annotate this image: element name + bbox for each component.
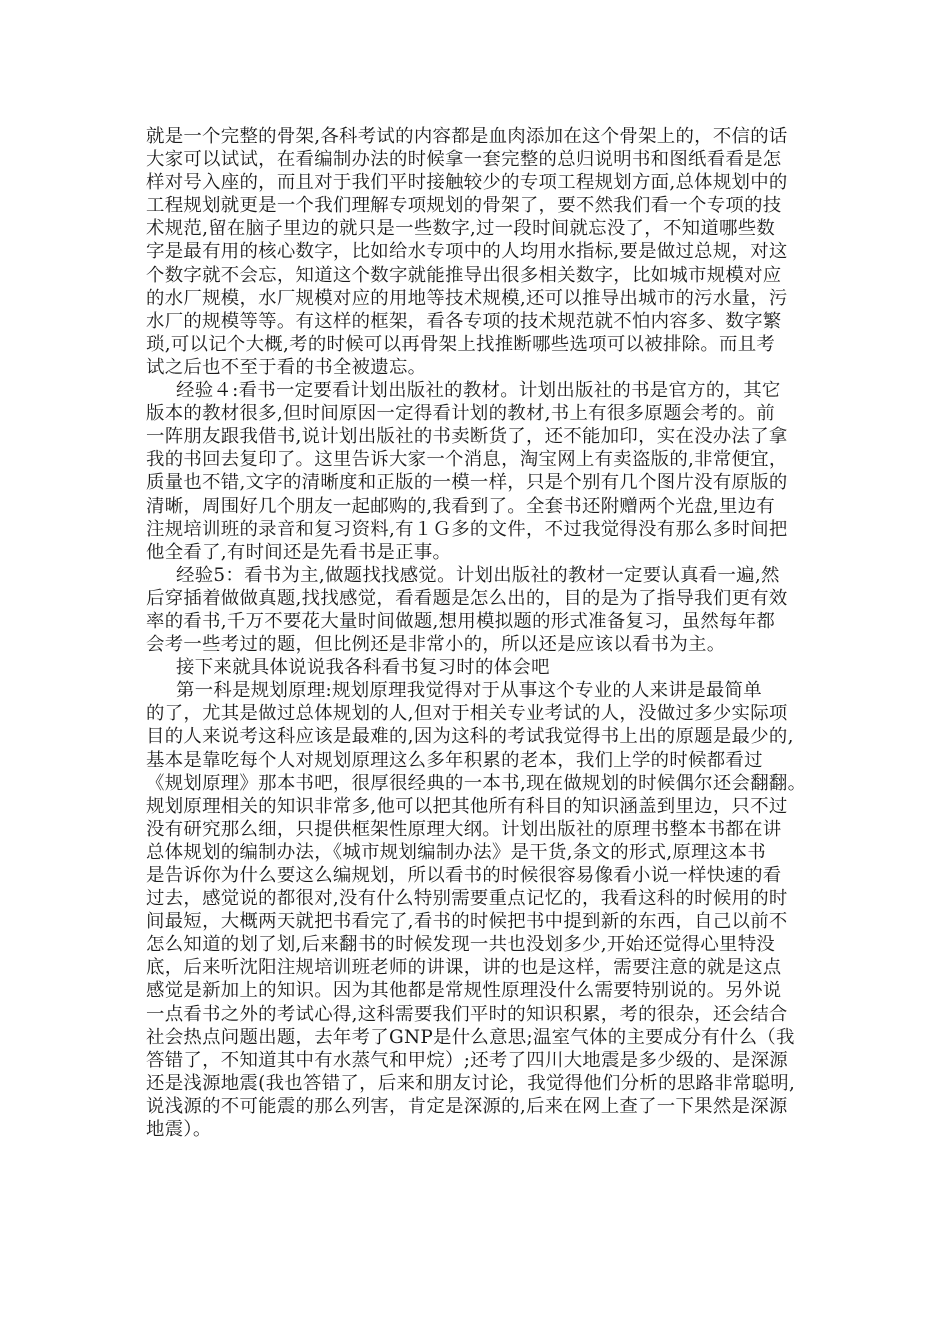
text-line: 答错了，不知道其中有水蒸气和甲烷）;还考了四川大地震是多少级的、是深源 bbox=[146, 1049, 788, 1071]
text-line: 琐,可以记个大概,考的时候可以再骨架上找推断哪些选项可以被排除。而且考 bbox=[146, 333, 776, 355]
text-line: 大家可以试试，在看编制办法的时候拿一套完整的总归说明书和图纸看看是怎 bbox=[146, 149, 782, 171]
text-line: 说浅源的不可能震的那么列害，肯定是深源的,后来在网上查了一下果然是深源 bbox=[146, 1095, 788, 1117]
text-line: 规划原理相关的知识非常多,他可以把其他所有科目的知识涵盖到里边，只不过 bbox=[146, 795, 788, 817]
text-line: 后穿插着做做真题,找找感觉，看看题是怎么出的，目的是为了指导我们更有效 bbox=[146, 587, 788, 609]
text-line: 没有研究那么细，只提供框架性原理大纲。计划出版社的原理书整本书都在讲 bbox=[146, 818, 782, 840]
text-line: 的了，尤其是做过总体规划的人,但对于相关专业考试的人，没做过多少实际项 bbox=[146, 703, 788, 725]
text-line: 我的书回去复印了。这里告诉大家一个消息，淘宝网上有卖盗版的,非常便宜， bbox=[146, 449, 788, 471]
text-line: 一阵朋友跟我借书,说计划出版社的书卖断货了，还不能加印，实在没办法了拿 bbox=[146, 426, 788, 448]
paragraph-start-line: 接下来就具体说说我各科看书复习时的体会吧 bbox=[176, 657, 550, 679]
text-line: 就是一个完整的骨架,各科考试的内容都是血肉添加在这个骨架上的，不信的话 bbox=[146, 126, 788, 147]
text-line: 注规培训班的录音和复习资料,有１Ｇ多的文件，不过我觉得没有那么多时间把 bbox=[146, 518, 788, 540]
text-line: 地震）。 bbox=[146, 1119, 212, 1141]
text-line: 的水厂规模，水厂规模对应的用地等技术规模,还可以推导出城市的污水量，污 bbox=[146, 287, 788, 309]
text-line: 过去，感觉说的都很对,没有什么特别需要重点记忆的，我看这科的时候用的时 bbox=[146, 888, 788, 910]
text-line: 怎么知道的划了划,后来翻书的时候发现一共也没划多少,开始还觉得心里特没 bbox=[146, 934, 776, 956]
paragraph-start-line: 第一科是规划原理:规划原理我觉得对于从事这个专业的人来讲是最简单 bbox=[176, 680, 762, 702]
text-line: 目的人来说考这科应该是最难的,因为这科的考试我觉得书上出的原题是最少的, bbox=[146, 726, 794, 748]
text-line: 会考一些考过的题，但比例还是非常小的，所以还是应该以看书为主。 bbox=[146, 634, 726, 656]
text-line: 基本是靠吃每个人对规划原理这么多年积累的老本，我们上学的时候都看过 bbox=[146, 749, 763, 771]
text-line: 试之后也不至于看的书全被遗忘。 bbox=[146, 356, 427, 378]
text-line: 水厂的规模等等。有这样的框架，看各专项的技术规范就不怕内容多、数字繁 bbox=[146, 310, 782, 332]
text-line: 他全看了,有时间还是先看书是正事。 bbox=[146, 541, 452, 563]
paragraph-start-line: 经验5：看书为主,做题找找感觉。计划出版社的教材一定要认真看一遍,然 bbox=[176, 564, 780, 586]
text-line: 个数字就不会忘，知道这个数字就能推导出很多相关数字，比如城市规模对应 bbox=[146, 264, 782, 286]
text-line: 间最短，大概两天就把书看完了,看书的时候把书中提到新的东西，自己以前不 bbox=[146, 911, 788, 933]
text-line: 质量也不错,文字的清晰度和正版的一模一样，只是个别有几个图片没有原版的 bbox=[146, 472, 788, 494]
text-line: 社会热点问题出题，去年考了GNP是什么意思;温室气体的主要成分有什么（我 bbox=[146, 1026, 795, 1048]
text-line: 工程规划就更是一个我们理解专项规划的骨架了，要不然我们看一个专项的技 bbox=[146, 195, 782, 217]
text-line: 感觉是新加上的知识。因为其他都是常规性原理没什么需要特别说的。另外说 bbox=[146, 980, 782, 1002]
text-line: 率的看书,千万不要花大量时间做题,想用模拟题的形式准备复习，虽然每年都 bbox=[146, 610, 776, 632]
text-line: 字是最有用的核心数字，比如给水专项中的人均用水指标,要是做过总规，对这 bbox=[146, 241, 788, 263]
text-line: 样对号入座的，而且对于我们平时接触较少的专项工程规划方面,总体规划中的 bbox=[146, 172, 788, 194]
text-line: 术规范,留在脑子里边的就只是一些数字,过一段时间就忘没了，不知道哪些数 bbox=[146, 218, 776, 240]
text-line: 还是浅源地震(我也答错了，后来和朋友讨论，我觉得他们分析的思路非常聪明, bbox=[146, 1072, 796, 1094]
body-text bbox=[146, 125, 806, 1141]
text-line: 《规划原理》那本书吧，很厚很经典的一本书,现在做规划的时候偶尔还会翻翻。 bbox=[146, 772, 807, 794]
paragraph-start-line: 经验４:看书一定要看计划出版社的教材。计划出版社的书是官方的，其它 bbox=[176, 380, 781, 402]
text-line: 版本的教材很多,但时间原因一定得看计划的教材,书上有很多原题会考的。前 bbox=[146, 403, 776, 425]
text-line: 清晰，周围好几个朋友一起邮购的,我看到了。全套书还附赠两个光盘,里边有 bbox=[146, 495, 776, 517]
text-line: 底，后来听沈阳注规培训班老师的讲课，讲的也是这样，需要注意的就是这点 bbox=[146, 957, 782, 979]
text-line: 一点看书之外的考试心得,这科需要我们平时的知识积累，考的很杂，还会结合 bbox=[146, 1003, 788, 1025]
text-line: 总体规划的编制办法，《城市规划编制办法》是干货,条文的形式,原理这本书 bbox=[146, 841, 766, 863]
text-line: 是告诉你为什么要这么编规划，所以看书的时候很容易像看小说一样快速的看 bbox=[146, 865, 782, 886]
